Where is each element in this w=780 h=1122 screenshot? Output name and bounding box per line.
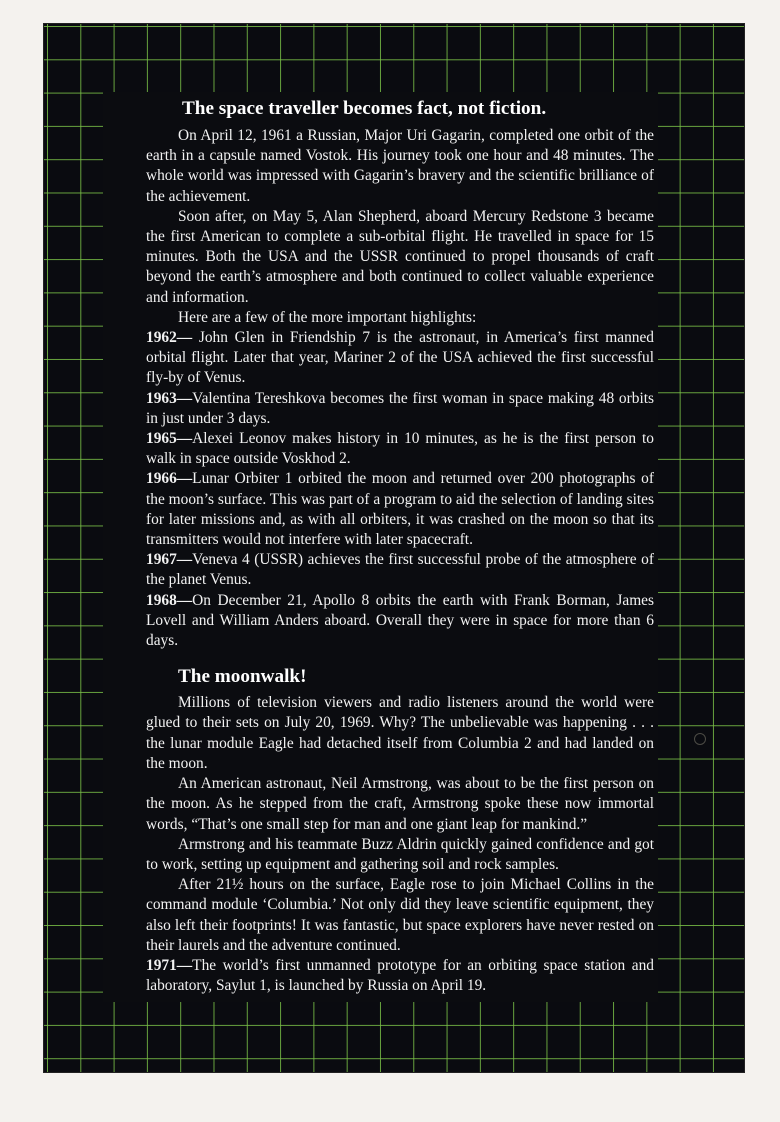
article-text-block [103,92,658,1002]
paragraph-viewers: Millions of television viewers and radio listeners around the world were glued to their sets on July 20, 1969. Why? The unbelievable was happening . . . the lunar module Eagle had detached itself from Columbia 2 and had landed on the moon. [146,694,654,772]
paragraph-aldrin: Armstrong and his teammate Buzz Aldrin quickly gained confidence and got to work, setting up equipment and gathering soil and rock samples. [146,835,654,873]
section-title-moonwalk: The moonwalk! [178,666,307,688]
section-title-space-traveller: The space traveller becomes fact, not fiction. [182,98,547,119]
highlight-year: 1967— [146,551,193,569]
paragraph-gagarin: On April 12, 1961 a Russian, Major Uri Gagarin, completed one orbit of the earth in a capsule named Vostok. His journey took one hour and 48 minutes. The whole world was impressed with Gagarin’s bravery and the scientific brilliance of the achievement. [146,127,654,205]
highlight-1971 [146,956,654,996]
paper-speck [694,733,706,745]
highlight-1967 [146,550,654,590]
highlight-text: Lunar Orbiter 1 orbited the moon and returned over 200 photographs of the moon’s surface. This was part of a program to aid the selection of landing sites for later missions and, as with all orbiters, it was crashed on the moon so that its transmitters would not interfere with later spacecraft. [146,470,654,549]
highlight-text: On December 21, Apollo 8 orbits the earth with Frank Borman, James Lovell and William Anders aboard. Overall they were in space for more than 6 days. [146,591,654,650]
highlight-year: 1971— [146,956,193,974]
highlight-1968 [146,591,654,652]
highlight-year: 1968— [146,591,193,609]
article-body [146,92,654,996]
paragraph-eagle-rose: After 21½ hours on the surface, Eagle rose to join Michael Collins in the command module ‘Columbia.’ Not only did they leave scientific equipment, they also left their footprints! It was fantastic, but space explorers have never rested on their laurels and the adventure continued. [146,876,654,954]
paragraph-armstrong: An American astronaut, Neil Armstrong, was about to be the first person on the moon. As he stepped from the craft, Armstrong spoke these now immortal words, “That’s one small step for man and one giant leap for mankind.” [146,775,654,833]
highlight-year: 1966— [146,470,193,488]
highlight-1965 [146,429,654,469]
highlight-text: Alexei Leonov makes history in 10 minutes, as he is the first person to walk in space outside Voskhod 2. [146,430,654,468]
highlight-text: The world’s first unmanned prototype for an orbiting space station and laboratory, Saylut 1, is launched by Russia on April 19. [146,956,654,995]
highlight-year: 1963— [146,389,193,407]
highlight-text: Valentina Tereshkova becomes the first woman in space making 48 orbits in just under 3 days. [146,389,654,427]
highlight-year: 1962— [146,329,193,347]
highlight-text: John Glen in Friendship 7 is the astronaut, in America’s first manned orbital flight. Later that year, Mariner 2 of the USA achieved the first successful fly-by of Venus. [146,329,654,387]
highlight-year: 1965— [146,430,193,448]
highlight-1962 [146,328,654,389]
highlight-text: Veneva 4 (USSR) achieves the first successful probe of the atmosphere of the planet Venus. [146,551,654,589]
paragraph-shepherd: Soon after, on May 5, Alan Shepherd, aboard Mercury Redstone 3 became the first American to complete a sub-orbital flight. He travelled in space for 15 minutes. Both the USA and the USSR continued to propel thousands of craft beyond the earth’s atmosphere and both continued to collect valuable experience and information. [146,207,654,306]
highlight-1963 [146,389,654,429]
paragraph-highlights-intro: Here are a few of the more important highlights: [178,308,477,326]
highlight-1966 [146,469,654,550]
